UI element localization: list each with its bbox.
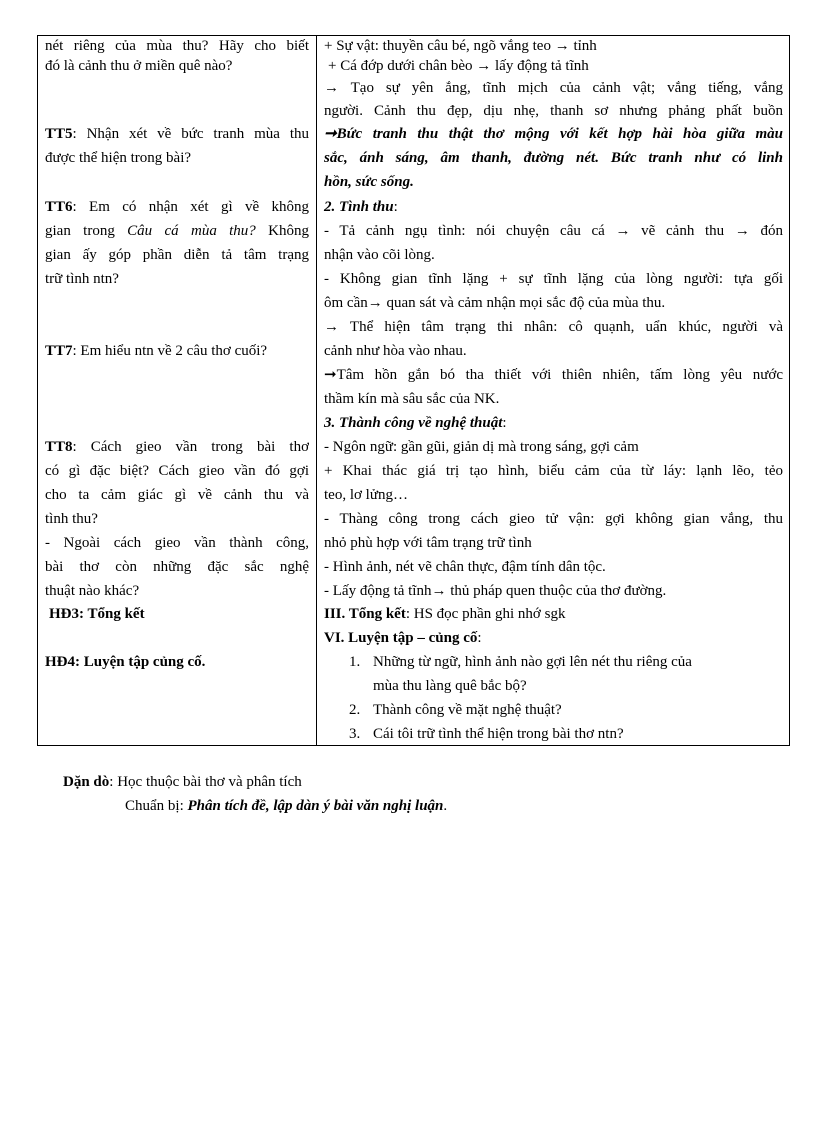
section-3-title: 3. Thành công về nghệ thuật	[324, 415, 503, 431]
right-line-2: + Cá đớp dưới chân bèo → lấy động tả tĩnh	[328, 58, 589, 74]
tt8-text-2: có gì đặc biệt? Cách gieo vần đó gợi	[45, 463, 309, 479]
question-3-text: Cái tôi trữ tình thể hiện trong bài thơ ntn?	[373, 726, 624, 742]
homework-line	[63, 772, 302, 792]
right-line-11: - Không gian tĩnh lặng + sự tĩnh lặng của lòng người: tựa gối	[324, 271, 783, 287]
practice-colon: :	[477, 630, 482, 646]
right-line-22: nhỏ phù hợp với tâm trạng trữ tình	[324, 535, 532, 551]
tt6-text-2c: Không	[255, 223, 309, 239]
practice-heading	[324, 628, 783, 648]
section-2-title: 2. Tình thu	[324, 199, 394, 215]
question-2-text: Thành công về mặt nghệ thuật?	[373, 702, 562, 718]
hd4-heading	[45, 652, 309, 672]
tt6-text-3: gian ấy góp phần diễn tả tâm trạng	[45, 247, 309, 263]
left-line-1: nét riêng của mùa thu? Hãy cho biết	[45, 38, 309, 54]
right-line-10: nhận vào cõi lòng.	[324, 247, 435, 263]
right-line-7: hồn, sức sống.	[324, 174, 414, 190]
right-line-5: ➞Bức tranh thu thật thơ mộng với kết hợp hài hòa giữa màu	[324, 126, 783, 142]
question-2-number: 2.	[349, 702, 361, 718]
summary-title: III. Tổng kết	[324, 606, 406, 622]
section-3-heading	[324, 413, 783, 433]
tt6-question	[45, 197, 309, 217]
right-line-12: ôm cần→ quan sát và cảm nhận mọi sắc độ của mùa thu.	[324, 295, 666, 311]
summary-text: : HS đọc phần ghi nhớ sgk	[405, 606, 566, 622]
right-line-24: - Lấy động tả tĩnh→ thủ pháp quen thuộc của thơ đường.	[324, 583, 667, 599]
homework-text: : Học thuộc bài thơ và phân tích	[109, 774, 302, 790]
preparation-line	[125, 796, 447, 816]
tt6-text-1: : Em có nhận xét gì về không	[72, 199, 309, 215]
tt7-text: : Em hiểu ntn về 2 câu thơ cuối?	[72, 343, 268, 359]
tt6-line-2	[45, 221, 309, 241]
practice-question-2	[349, 700, 783, 720]
right-line-1: + Sự vật: thuyền câu bé, ngõ vắng teo → tỉnh	[324, 38, 597, 54]
right-line-9: - Tả cảnh ngụ tình: nói chuyện câu cá → vẽ cảnh thu → đón	[324, 223, 783, 239]
right-line-19: + Khai thác giá trị tạo hình, biểu cảm của từ láy: lạnh lẽo, tẻo	[324, 463, 783, 479]
right-line-4: người. Cảnh thu đẹp, dịu nhẹ, thanh sơ nhưng phảng phất buồn	[324, 103, 783, 119]
homework-label: Dặn dò	[63, 774, 110, 790]
question-1-text-2: mùa thu làng quê bắc bộ?	[373, 678, 527, 694]
tt6-text-4: trữ tình ntn?	[45, 271, 119, 287]
left-line-2: đó là cảnh thu ở miền quê nào?	[45, 58, 233, 74]
hd3-heading	[49, 604, 313, 624]
right-line-6: sắc, ánh sáng, âm thanh, đường nét. Bức tranh như có linh	[324, 150, 783, 166]
section-3-colon: :	[502, 415, 507, 431]
right-line-14: cảnh như hòa vào nhau.	[324, 343, 467, 359]
right-line-20: teo, lơ lửng…	[324, 487, 408, 503]
summary-heading	[324, 604, 783, 624]
lesson-table	[37, 35, 790, 746]
tt8-question	[45, 437, 309, 457]
practice-title: VI. Luyện tập – củng cố	[324, 630, 478, 646]
hd4-text: HĐ4: Luyện tập củng cố.	[45, 654, 206, 670]
tt7-label: TT7	[45, 343, 73, 359]
hd3-text: HĐ3: Tổng kết	[49, 606, 145, 622]
tt8-label: TT8	[45, 439, 73, 455]
right-line-18: - Ngôn ngữ: gần gũi, giản dị mà trong sáng, gợi cảm	[324, 439, 639, 455]
tt8-text-6: bài thơ còn những đặc sắc nghệ	[45, 559, 309, 575]
tt6-poem-title: Câu cá mùa thu?	[127, 223, 256, 239]
right-line-16: thầm kín mà sâu sắc của NK.	[324, 391, 500, 407]
tt5-text-2: được thể hiện trong bài?	[45, 150, 192, 166]
tt5-text-1: : Nhận xét về bức tranh mùa thu	[72, 126, 309, 142]
preparation-text: Phân tích đề, lập dàn ý bài văn nghị luận	[187, 798, 444, 814]
practice-question-3	[349, 724, 783, 744]
tt8-text-1: : Cách gieo vần trong bài thơ	[72, 439, 309, 455]
section-2-heading	[324, 197, 783, 217]
tt7-question	[45, 341, 309, 361]
tt8-text-7: thuật nào khác?	[45, 583, 140, 599]
tt8-text-5: - Ngoài cách gieo vần thành công,	[45, 535, 309, 551]
tt5-label: TT5	[45, 126, 73, 142]
right-line-21: - Thàng công trong cách gieo tử vận: gợi không gian vắng, thu	[324, 511, 783, 527]
question-1-number: 1.	[349, 654, 361, 670]
tt5-question	[45, 124, 309, 144]
right-line-23: - Hình ảnh, nét vẽ chân thực, đậm tính dân tộc.	[324, 559, 606, 575]
tt6-label: TT6	[45, 199, 73, 215]
tt8-text-3: cho ta cảm giác gì về cảnh thu và	[45, 487, 309, 503]
right-line-3: → Tạo sự yên ắng, tĩnh mịch của cảnh vật; vắng tiếng, vắng	[324, 80, 783, 96]
tt8-text-4: tình thu?	[45, 511, 98, 527]
practice-question-1	[349, 652, 783, 672]
section-2-colon: :	[393, 199, 398, 215]
question-3-number: 3.	[349, 726, 361, 742]
question-1-text: Những từ ngữ, hình ảnh nào gợi lên nét thu riêng của	[373, 654, 692, 670]
column-divider	[316, 36, 317, 745]
right-line-13: → Thể hiện tâm trạng thi nhân: cô quạnh, uẩn khúc, người và	[324, 319, 783, 335]
preparation-label: Chuẩn bị:	[125, 798, 188, 814]
preparation-end: .	[443, 798, 448, 814]
right-line-15: ➞Tâm hồn gắn bó tha thiết với thiên nhiên, tấm lòng yêu nước	[324, 367, 783, 383]
tt6-text-2a: gian trong	[45, 223, 128, 239]
